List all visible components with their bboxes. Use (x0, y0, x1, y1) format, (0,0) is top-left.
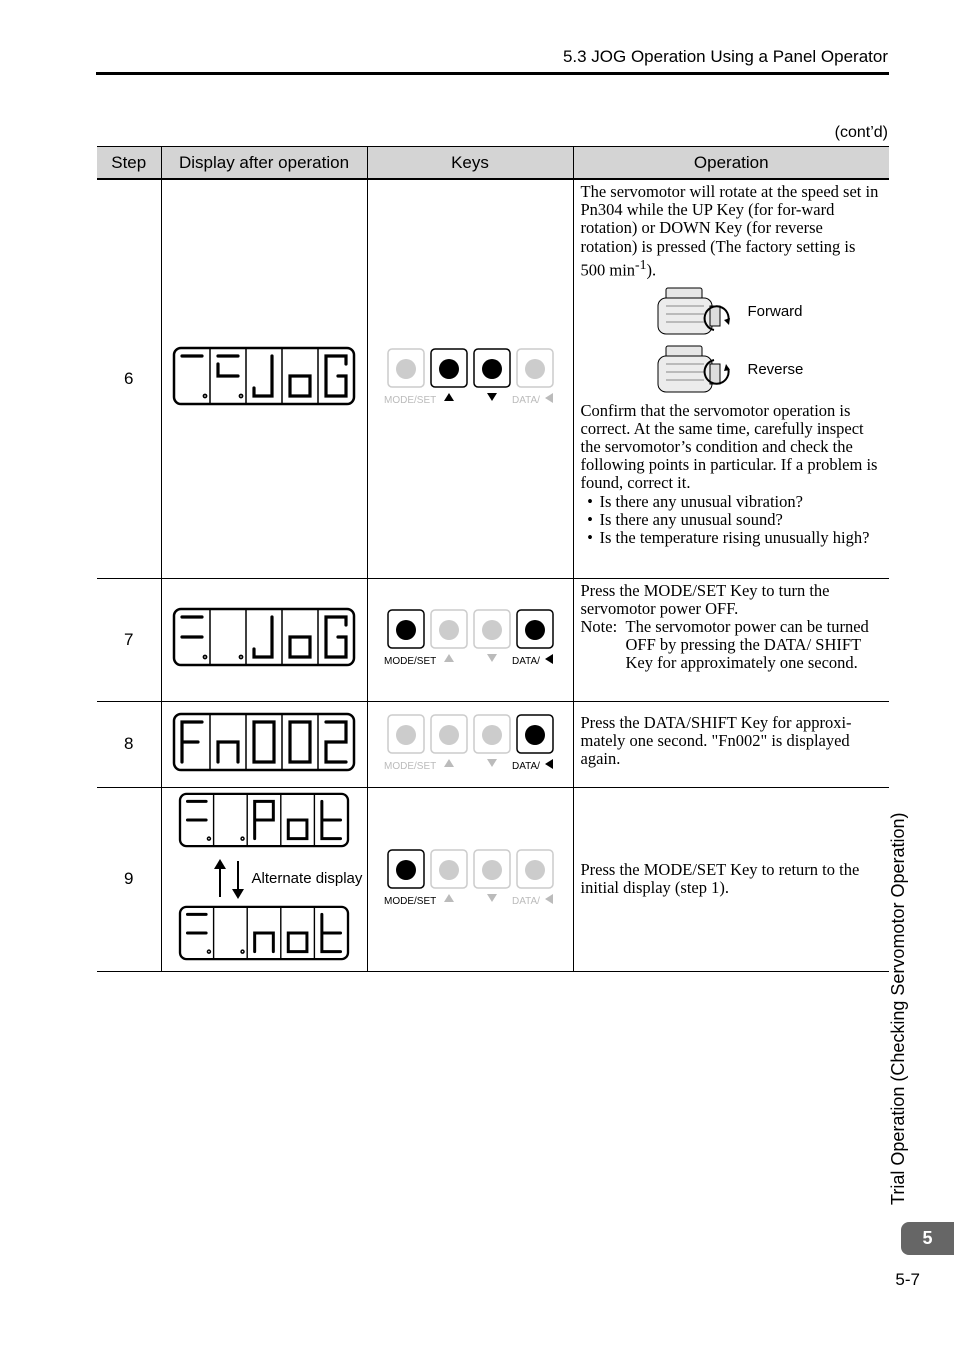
keypad (382, 846, 558, 908)
display-cell (161, 179, 367, 578)
mode-set-key[interactable] (388, 850, 424, 888)
up-arrow-icon (444, 894, 454, 902)
data-shift-key[interactable] (517, 850, 553, 888)
note-text: The servomotor power can be turned OFF by pressing the DATA/ SHIFT Key for approximately one second. (625, 616, 869, 673)
data-shift-label: DATA/ (512, 760, 540, 772)
operation-text: Press the DATA/SHIFT Key for approxi-mately one second. "Fn002" is displayed again. (580, 712, 852, 768)
step-number: 9 (97, 787, 161, 971)
up-arrow-icon (444, 654, 454, 662)
data-shift-label: DATA/ (512, 395, 540, 407)
forward-diagram (652, 284, 884, 342)
down-key[interactable] (474, 610, 510, 648)
keys-cell (367, 701, 573, 787)
data-shift-label: DATA/ (512, 656, 540, 667)
keys-cell (367, 787, 573, 971)
col-step: Step (97, 147, 161, 180)
panel-display-pot (178, 792, 350, 848)
operation-cell (573, 787, 889, 971)
table-row (97, 701, 889, 787)
down-arrow-icon (487, 654, 497, 662)
keypad (382, 345, 558, 407)
step-number: 7 (97, 578, 161, 701)
mode-set-key[interactable] (388, 715, 424, 753)
down-arrow-icon (487, 393, 497, 401)
col-operation: Operation (573, 147, 889, 180)
mode-set-key[interactable] (388, 610, 424, 648)
left-arrow-icon (545, 654, 553, 664)
bullet-item: • Is the temperature rising unusually high? (587, 527, 870, 547)
left-arrow-icon (545, 393, 553, 403)
section-title: 5.3 JOG Operation Using a Panel Operator (562, 47, 888, 66)
step-number: 6 (97, 179, 161, 578)
up-key[interactable] (431, 850, 467, 888)
header-rule (96, 72, 889, 75)
operation-cell (573, 701, 889, 787)
operation-text: The servomotor will rotate at the speed set in Pn304 while the UP Key (for for-ward rotation) or DOWN Key (for reverse rotation) is pressed (The factory setting is 500 $\min^{-1}$). (580, 182, 879, 280)
confirm-text: Confirm that the servomotor operation is correct. At the same time, carefully inspect the servomotor’s condition and check the following points in particular. If a problem is found, correct it. (580, 400, 878, 493)
operation-text: Press the MODE/SET Key to return to the initial display (step 1). (580, 859, 860, 897)
left-arrow-icon (545, 894, 553, 904)
operation-cell (573, 578, 889, 701)
panel-display-jog (172, 607, 356, 667)
alternate-display (212, 853, 367, 905)
alternate-label: Alternate display (251, 870, 363, 887)
up-key[interactable] (431, 349, 467, 387)
note-label: Note: (580, 616, 618, 636)
data-shift-key[interactable] (517, 610, 553, 648)
data-shift-key[interactable] (517, 715, 553, 753)
panel-display-fn002 (172, 712, 356, 772)
reverse-diagram (652, 342, 884, 400)
keypad (382, 711, 558, 773)
display-cell (161, 701, 367, 787)
down-key[interactable] (474, 850, 510, 888)
bullet-item: • Is there any unusual vibration? (587, 491, 803, 511)
keypad (382, 606, 558, 668)
steps-table (97, 146, 889, 972)
table-row (97, 787, 889, 971)
operation-text: Press the MODE/SET Key to turn the servomotor power OFF. (580, 580, 830, 618)
chapter-side-title: Trial Operation (Checking Servomotor Operation) (888, 812, 908, 1205)
contd-label: (cont’d) (834, 124, 888, 141)
up-key[interactable] (431, 610, 467, 648)
panel-display-jog-run (172, 346, 356, 406)
down-arrow-icon (487, 894, 497, 902)
keys-cell (367, 179, 573, 578)
mode-set-label: MODE/SET (384, 895, 437, 907)
down-arrow-icon (487, 759, 497, 767)
keys-cell (367, 578, 573, 701)
servomotor-reverse-icon (652, 342, 734, 400)
table-row (97, 179, 889, 578)
servomotor-forward-icon (652, 284, 734, 342)
down-key[interactable] (474, 349, 510, 387)
step-number: 8 (97, 701, 161, 787)
alternate-arrows-icon (212, 859, 246, 899)
left-arrow-icon (545, 759, 553, 769)
mode-set-key[interactable] (388, 349, 424, 387)
forward-label: Forward (747, 303, 803, 321)
col-keys: Keys (367, 147, 573, 180)
page-number: 5-7 (895, 1270, 920, 1289)
operation-cell (573, 179, 889, 578)
mode-set-label: MODE/SET (384, 656, 437, 667)
bullet-item: • Is there any unusual sound? (587, 509, 783, 529)
down-key[interactable] (474, 715, 510, 753)
up-arrow-icon (444, 759, 454, 767)
chapter-tab: 5 (901, 1222, 954, 1255)
data-shift-key[interactable] (517, 349, 553, 387)
table-row (97, 578, 889, 701)
up-arrow-icon (444, 393, 454, 401)
reverse-label: Reverse (747, 361, 804, 379)
mode-set-label: MODE/SET (384, 760, 437, 772)
col-display: Display after operation (161, 147, 367, 180)
data-shift-label: DATA/ (512, 895, 540, 907)
mode-set-label: MODE/SET (384, 395, 437, 407)
table-header-row (97, 147, 889, 180)
up-key[interactable] (431, 715, 467, 753)
display-cell (161, 578, 367, 701)
display-cell (161, 787, 367, 971)
note (581, 618, 884, 673)
panel-display-not (178, 905, 350, 961)
